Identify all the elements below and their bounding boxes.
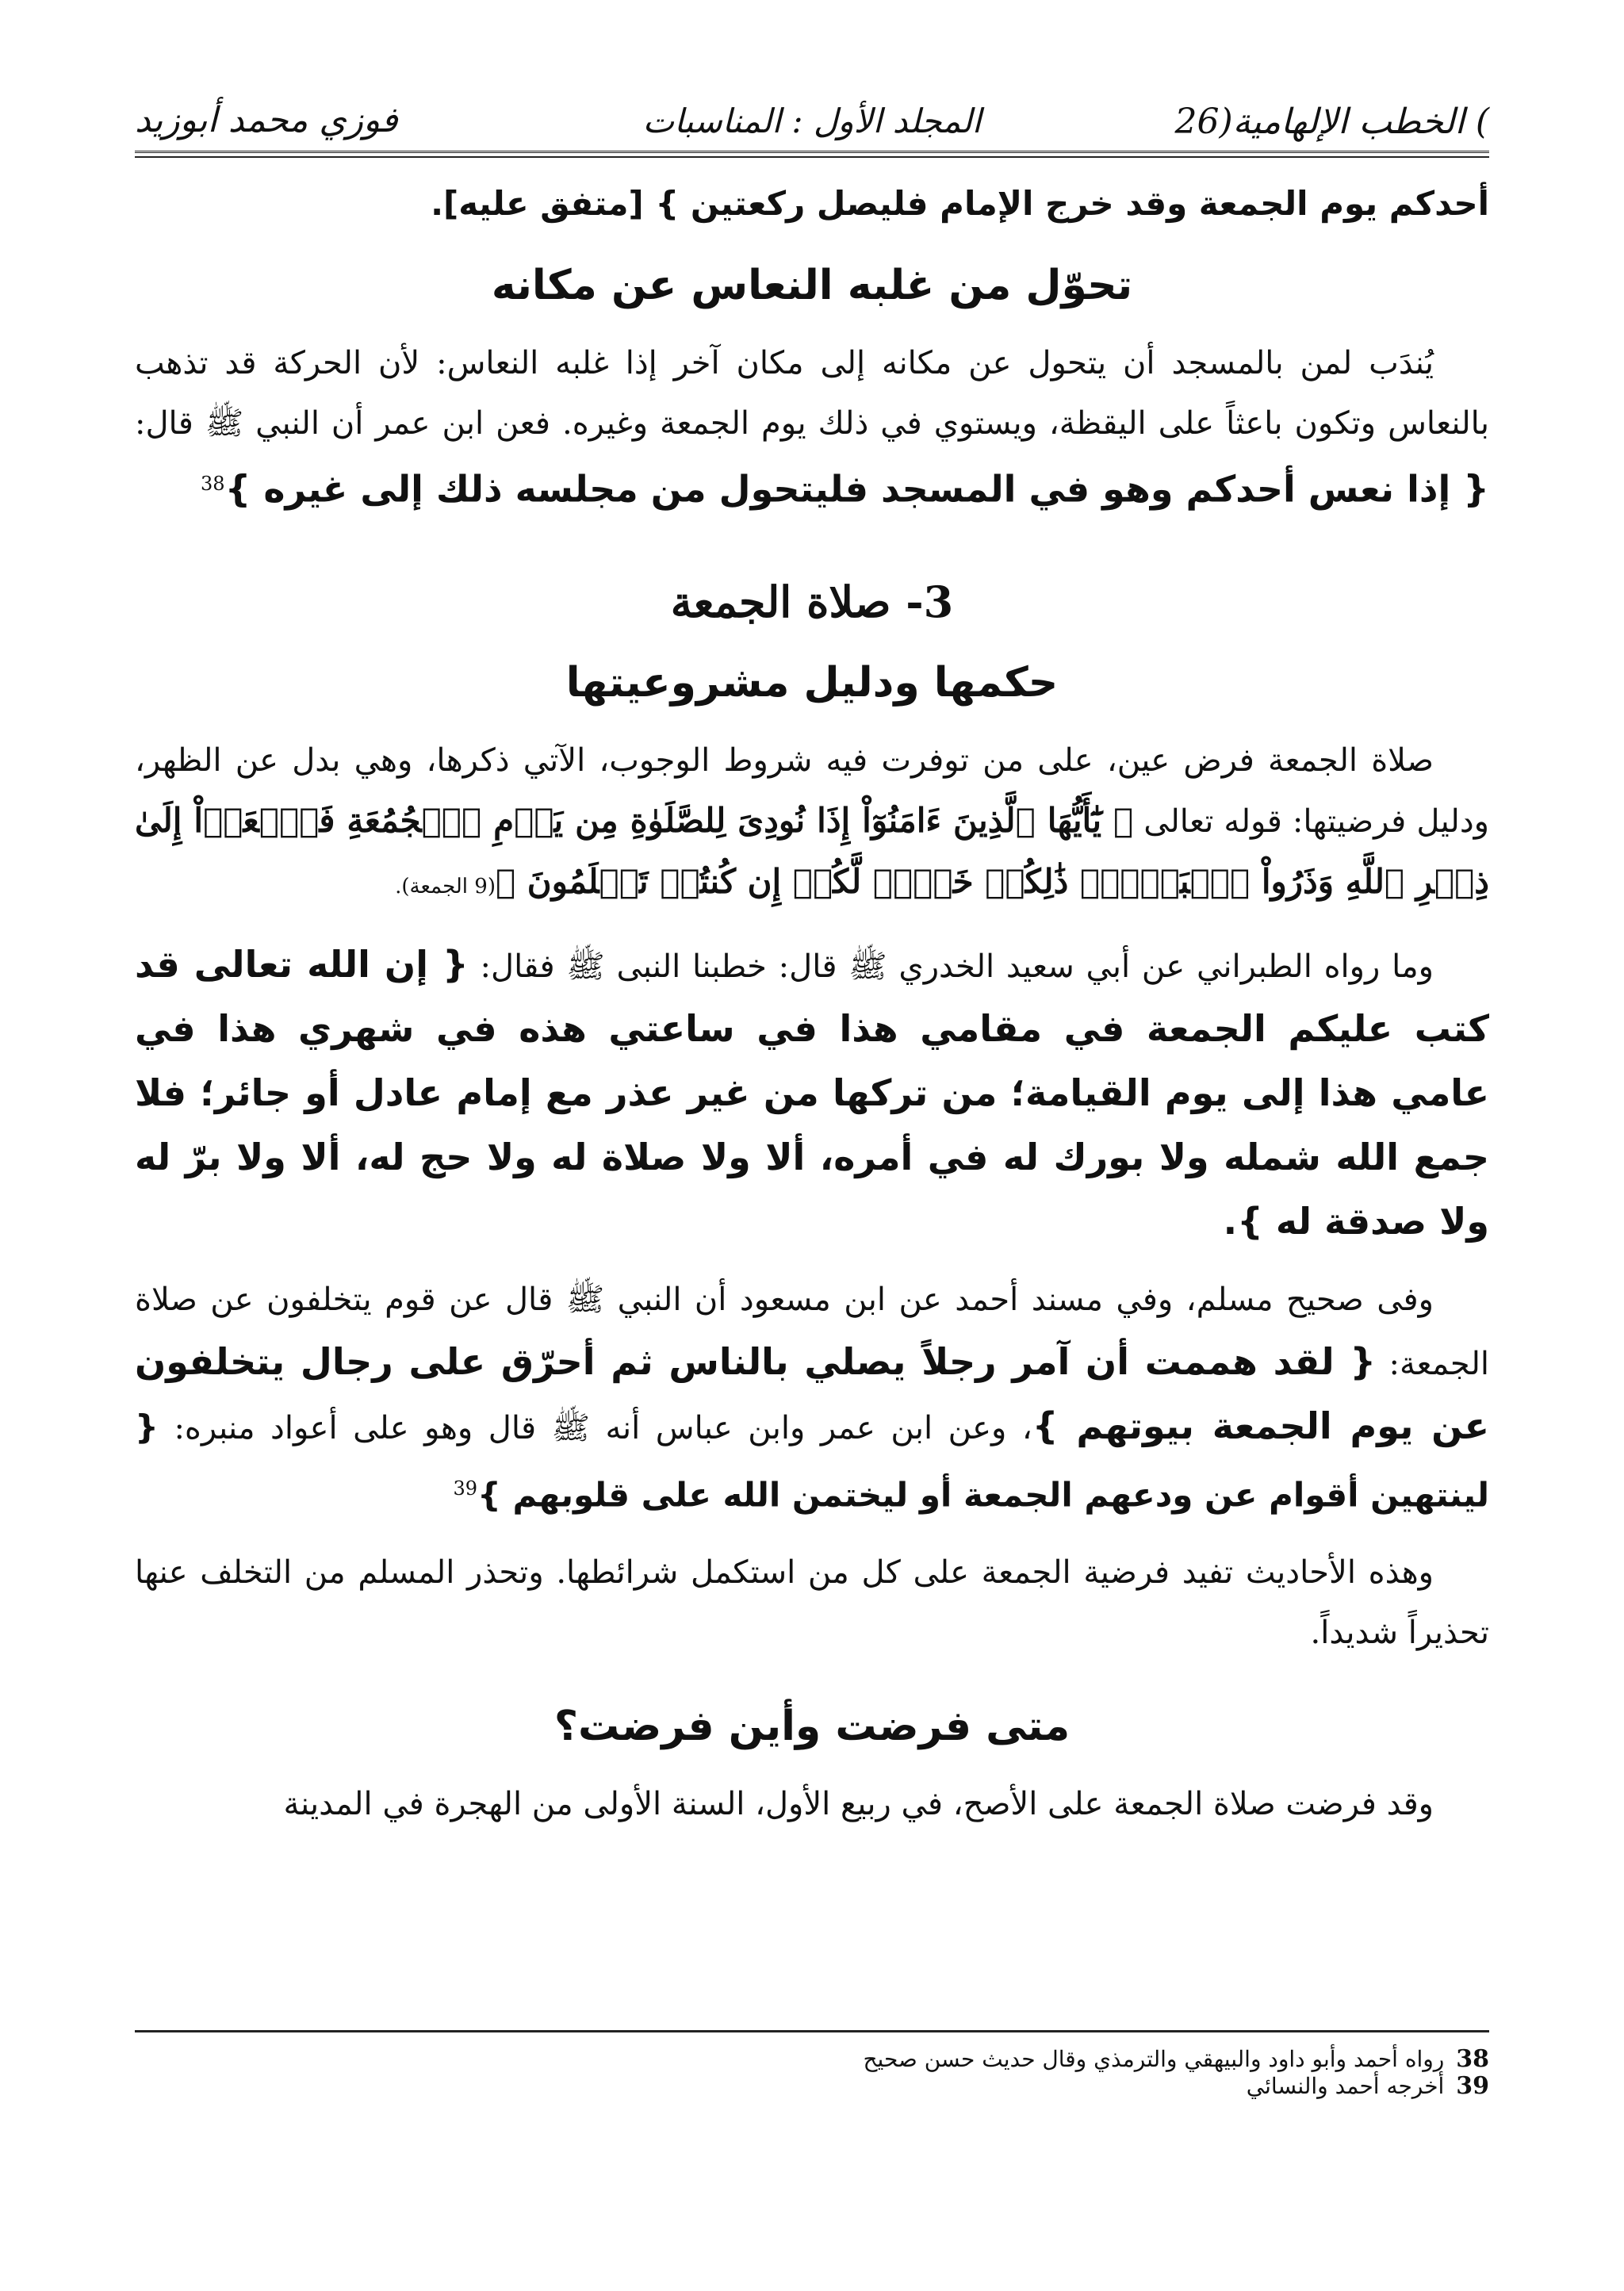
- paragraph-tabarani: [135, 933, 1489, 1254]
- footnote-number: 38: [1456, 2045, 1489, 2073]
- paragraph-nap-text: يُندَب لمن بالمسجد أن يتحول عن مكانه إلى مكان آخر إذا غلبه النعاس: لأن الحركة قد تذهب بالنعاس وتكون باعثاً على اليقظة، ويستوي في ذلك يوم الجمعة وغيره. فعن ابن عمر أن النبي ﷺ قال:: [135, 345, 1489, 442]
- footnote-38: [863, 2046, 1489, 2073]
- section-heading-ruling: حكمها ودليل مشروعيتها: [565, 659, 1059, 707]
- hadith-quote-minbar: { لينتهين أقوام عن ودعهم الجمعة أو ليختمن الله على قلوبهم }: [135, 1408, 1489, 1515]
- section-heading-nap: تحوّل من غلبه النعاس عن مكانه: [491, 262, 1133, 309]
- paragraph-muslim-text: وفى صحيح مسلم، وفي مسند أحمد عن ابن مسعود أن النبي ﷺ قال عن قوم يتخلفون عن صلاة الجمعة:: [135, 1282, 1489, 1383]
- paragraph-ruling: [135, 730, 1489, 917]
- quran-verse: ﴿ يَٰٓأَيُّهَا ٱلَّذِينَ ءَامَنُوٓاْ إِذَا نُودِىَ لِلصَّلَوٰةِ مِن يَوۡمِ ٱلۡجُمُعَةِ فَٱسۡعَوۡاْ إِلَىٰ ذِكۡرِ ٱللَّهِ وَذَرُواْ ٱلۡبَيۡعَۚ ذَٰلِكُمۡ خَيۡرٞ لَّكُمۡ إِن كُنتُمۡ تَعۡلَمُونَ ﴾: [135, 801, 1489, 902]
- hadith-quote-nap: { إذا نعس أحدكم وهو في المسجد فليتحول من مجلسه ذلك إلى غيره }: [224, 467, 1489, 511]
- chapter-heading-friday-prayer: 3- صلاة الجمعة: [670, 577, 954, 628]
- volume-title: المجلد الأول : المناسبات: [642, 102, 982, 140]
- document-page: [135, 0, 1489, 2291]
- verse-reference: (9 الجمعة).: [395, 875, 496, 899]
- page-paren-open: (: [1219, 102, 1233, 142]
- continued-line: أحدكم يوم الجمعة وقد خرج الإمام فليصل ركعتين } [متفق عليه].: [431, 184, 1489, 223]
- hadith-quote-muslim: { لقد هممت أن آمر رجلاً يصلي بالناس ثم أحرّق على رجال يتخلفون عن يوم الجمعة بيوتهم }: [135, 1340, 1489, 1448]
- paragraph-when: وقد فرضت صلاة الجمعة على الأصح، في ربيع الأول، السنة الأولى من الهجرة في المدينة: [283, 1785, 1434, 1822]
- body-content: [135, 176, 1489, 1834]
- footnote-39: [863, 2073, 1489, 2100]
- footnote-ref-39: 39: [453, 1477, 478, 1500]
- footnote-rule: [135, 2030, 1489, 2032]
- paragraph-nap: [135, 333, 1489, 521]
- author-name: فوزي محمد أبوزيد: [135, 100, 398, 140]
- hadith-quote-tabarani: { إن الله تعالى قد كتب عليكم الجمعة في مقامي هذا في ساعتي هذه في شهري هذا في عامي هذا إلى يوم القيامة؛ من تركها من غير عذر مع إمام عادل أو جائر؛ فلا جمع الله شمله ولا بورك له في أمره، ألا ولا صلاة له ولا حج له، ألا ولا برّ له ولا صدقة له }.: [135, 943, 1489, 1243]
- footnote-number: 39: [1456, 2072, 1489, 2100]
- paragraph-muslim-text-2: ، وعن ابن عمر وابن عباس أنه ﷺ قال وهو على أعواد منبره:: [158, 1410, 1032, 1447]
- section-heading-when-where: متى فرضت وأين فرضت؟: [553, 1702, 1071, 1750]
- paragraph-ruling-text: صلاة الجمعة فرض عين، على من توفرت فيه شروط الوجوب، الآتي ذكرها، وهي بدل عن الظهر، ودليل فرضيتها: قوله تعالى: [135, 742, 1489, 841]
- page-number: 26: [1174, 102, 1220, 142]
- paragraph-tabarani-text: وما رواه الطبراني عن أبي سعيد الخدري ﷺ قال: خطبنا النبى ﷺ فقال:: [468, 948, 1434, 986]
- footnote-text: رواه أحمد وأبو داود والبيهقي والترمذي وقال حديث حسن صحيح: [863, 2046, 1445, 2072]
- footnote-ref-38: 38: [201, 473, 225, 495]
- paragraph-conclusion: وهذه الأحاديث تفيد فرضية الجمعة على كل من استكمل شرائطها. وتحذر المسلم من التخلف عنها تحذيراً شديداً.: [135, 1554, 1489, 1651]
- paragraph-muslim: [135, 1270, 1489, 1526]
- header-paren-close: ): [1475, 102, 1489, 142]
- footnote-text: أخرجه أحمد والنسائي: [1246, 2073, 1445, 2099]
- header-rule: [135, 151, 1489, 158]
- footnotes: [863, 2046, 1489, 2100]
- running-header: [135, 86, 1489, 149]
- book-title: الخطب الإلهامية: [1232, 102, 1465, 142]
